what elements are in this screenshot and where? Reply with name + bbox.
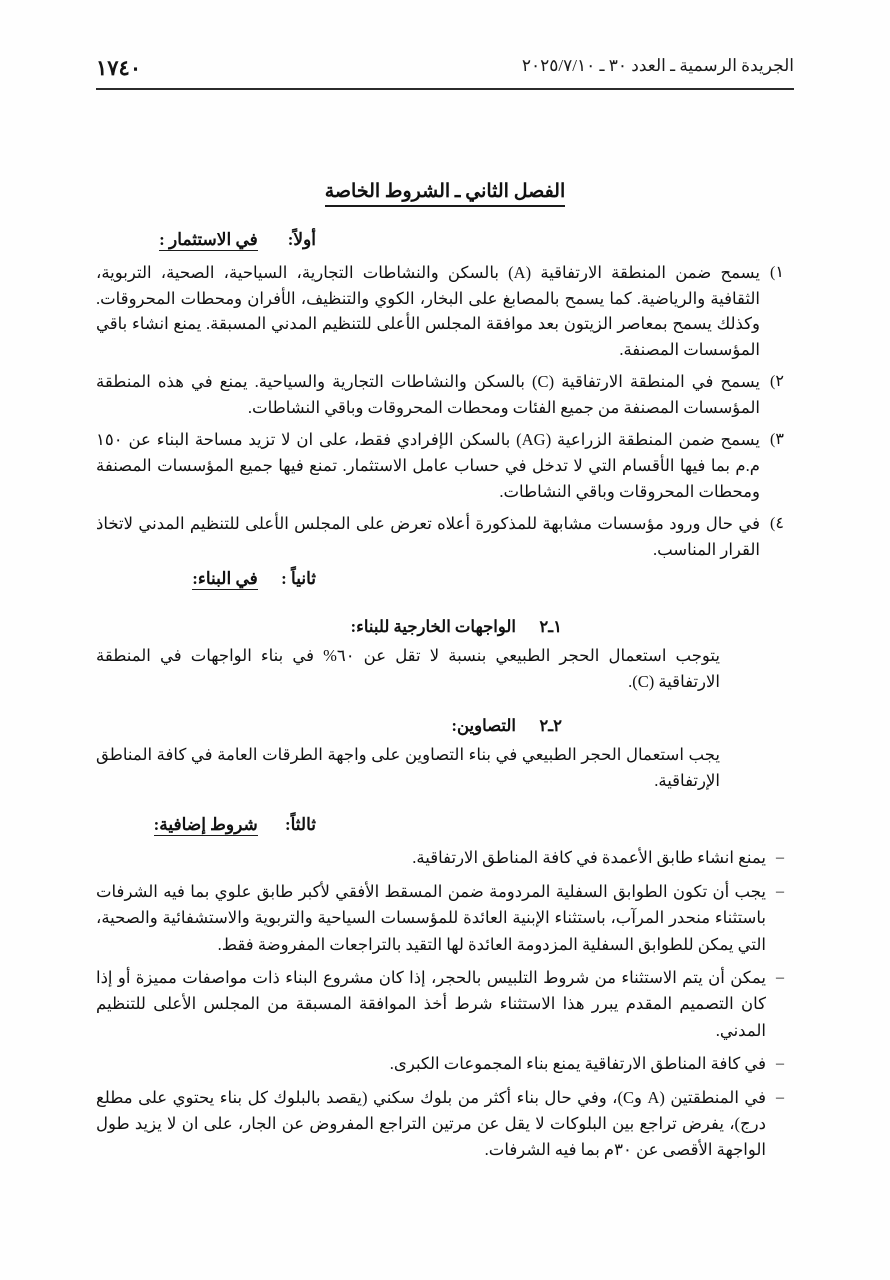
investment-conditions-list xyxy=(96,260,794,562)
subsection-body: يتوجب استعمال الحجر الطبيعي بنسبة لا تقل عن ٦٠% في بناء الواجهات في المنطقة الارتفاقية (C). xyxy=(96,646,720,691)
list-item xyxy=(96,845,794,871)
subsection-facades xyxy=(96,617,794,694)
document-body xyxy=(96,180,794,1171)
list-item xyxy=(96,427,794,504)
list-marker: ٢) xyxy=(770,373,784,391)
section-lead-construction: ثانياً : xyxy=(281,569,316,589)
list-text: يمكن أن يتم الاستثناء من شروط التلبيس بالحجر، إذا كان مشروع البناء ذات مواصفات مميزة أو إذا كان التصميم المقدم يبرر هذا الاستثناء شرط أخذ الموافقة المسبقة من المجلس الأعلى للتنظيم المدني. xyxy=(96,968,766,1040)
list-marker: – xyxy=(776,969,784,986)
section-heading-investment xyxy=(96,230,316,250)
list-text: في كافة المناطق الارتفاقية يمنع بناء المجموعات الكبرى. xyxy=(389,1054,766,1074)
additional-conditions-list xyxy=(96,845,794,1163)
section-heading-additional xyxy=(96,815,316,835)
list-marker: – xyxy=(776,849,784,867)
list-text: يسمح ضمن المنطقة الزراعية (AG) بالسكن الإفرادي فقط، على ان لا تزيد مساحة البناء عن ١٥٠ م.م بما فيها الأقسام التي لا تدخل في حساب عامل الاستثمار. تمنع فيها جميع المؤسسات المصنفة ومحطات المحروقات وباقي النشاطات. xyxy=(96,430,760,501)
list-item xyxy=(96,511,794,562)
subsection-fences xyxy=(96,716,794,793)
section-lead-investment: أولاً: xyxy=(287,230,316,249)
page-number: ١٧٤٠ xyxy=(96,56,142,80)
list-text: يسمح في المنطقة الارتفاقية (C) بالسكن والنشاطات التجارية والسياحية. يمنع في هذه المنطقة المؤسسات المصنفة من جميع الفئات ومحطات المحروقات وباقي النشاطات. xyxy=(96,372,761,417)
page-header xyxy=(96,56,794,96)
chapter-title xyxy=(96,180,794,206)
list-marker: – xyxy=(776,1088,784,1106)
subsection-number: ٢ـ٢ xyxy=(539,716,562,736)
list-item xyxy=(96,260,794,362)
list-marker: – xyxy=(776,882,784,900)
list-item xyxy=(96,1051,794,1077)
header-divider-rule xyxy=(96,88,794,90)
list-text: يمنع انشاء طابق الأعمدة في كافة المناطق الارتفاقية. xyxy=(412,848,766,868)
list-text: يسمح ضمن المنطقة الارتفاقية (A) بالسكن والنشاطات التجارية، السياحية، الصحية، التربوية، الثقافية والرياضية. كما يسمح بالمصابغ على البخار، الكوي والتنظيف، الأفران ومحطات المحروقات. وكذلك يسمح بمعاصر الزيتون بعد موافقة المجلس الأعلى للتنظيم المدني المسبقة. يمنع انشاء باقي المؤسسات المصنفة. xyxy=(96,263,760,359)
subsection-number: ١ـ٢ xyxy=(539,617,562,637)
list-marker: ١) xyxy=(770,264,784,281)
section-title-investment: في الاستثمار : xyxy=(159,230,258,249)
subsection-heading xyxy=(96,716,794,736)
list-item xyxy=(96,879,794,958)
gazette-issue-line: الجريدة الرسمية ـ العدد ٣٠ ـ ٢٠٢٥/٧/١٠ xyxy=(521,56,794,75)
list-text: في حال ورود مؤسسات مشابهة للمذكورة أعلاه تعرض على المجلس الأعلى للتنظيم المدني لاتخاذ القرار المناسب. xyxy=(96,514,760,559)
section-heading-construction xyxy=(96,569,316,589)
chapter-title-text: الفصل الثاني ـ الشروط الخاصة xyxy=(325,181,566,207)
list-item xyxy=(96,1085,794,1164)
list-item xyxy=(96,369,794,420)
section-lead-additional: ثالثاً: xyxy=(284,815,316,835)
section-title-additional: شروط إضافية: xyxy=(153,815,258,835)
list-marker: – xyxy=(776,1055,784,1073)
list-text: يجب أن تكون الطوابق السفلية المردومة ضمن المسقط الأفقي لأكبر طابق علوي بما فيه الشرفات باستثناء منحدر المرآب، باستثناء الإبنية العائدة للمؤسسات السياحية والتربوية والاستشفائية والصحية، التي يمكن للطوابق السفلية المزدومة العائدة لها التقيد بالتراجعات المفروضة فقط. xyxy=(96,881,766,954)
list-marker: ٤) xyxy=(770,515,784,533)
list-item xyxy=(96,965,794,1044)
list-marker: ٣) xyxy=(770,431,784,449)
subsection-title: الواجهات الخارجية للبناء: xyxy=(350,617,516,637)
subsection-heading xyxy=(96,617,794,637)
subsection-title: التصاوين: xyxy=(451,716,516,736)
section-title-construction: في البناء: xyxy=(192,569,258,589)
subsection-body: يجب استعمال الحجر الطبيعي في بناء التصاوين على واجهة الطرقات العامة في كافة المناطق الإرتفاقية. xyxy=(96,745,720,790)
list-text: في المنطقتين (A وC)، وفي حال بناء أكثر من بلوك سكني (يقصد بالبلوك كل بناء يحتوي على مطلع درج)، يفرض تراجع بين البلوكات لا يقل عن مرتين التراجع المفروض عن الجار، على ان لا يزيد طول الواجهة الأقصى عن ٣٠م بما فيه الشرفات. xyxy=(96,1087,767,1160)
